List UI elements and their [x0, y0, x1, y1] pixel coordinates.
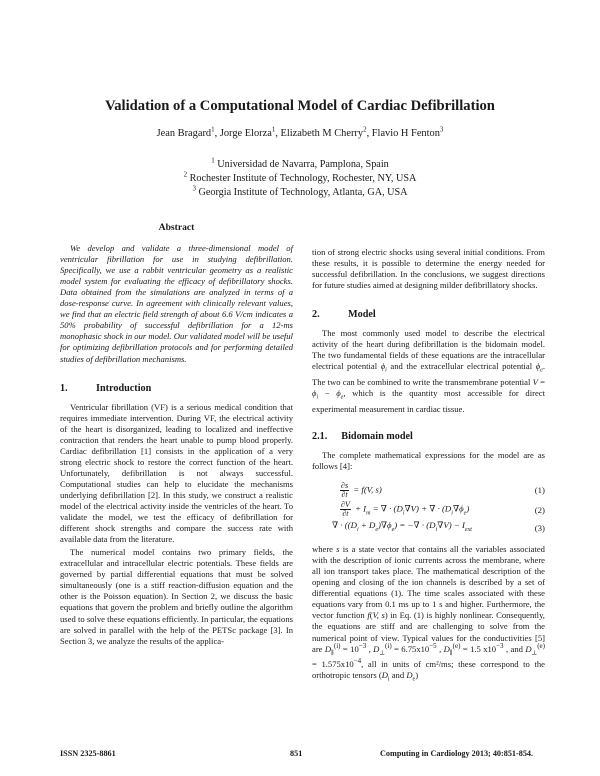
right-column — [312, 247, 545, 686]
section-heading-introduction: 1. Introduction — [60, 382, 152, 394]
footer-page-number: 851 — [290, 749, 303, 758]
affiliation: $^2$ Rochester Institute of Technology, Rochester, NY, USA — [183, 170, 417, 184]
footer-issn: ISSN 2325-8861 — [60, 749, 116, 758]
model-paragraph: The most commonly used model to describe the electrical activity of the heart during defibrillation is the bidomain model. The two fundamental fields of these equations are the intracellular electrical potential $\phi_i$ and the extracellular electrical potential $\phi_e$. The two can be combined to write the transmembrane potential $V = \phi_i - \phi_e$, which is the quantity most accessible for direct experimental measurement in cardiac tissue. — [312, 328, 545, 414]
author: Jorge Elorza$^1$, — [219, 125, 281, 139]
abstract-heading: Abstract — [158, 222, 195, 233]
author: Elizabeth M Cherry$^2$, — [280, 125, 372, 139]
equation-2: $\frac{\partial V}{\partial t}$ + $I_m$ = ∇ · $(D_i\nabla V)$ + ∇ · $(D_i\nabla\phi_e)$ (2) — [341, 499, 545, 518]
bidomain-paragraph-1: The complete mathematical expressions for the model are as follows [4]: — [312, 450, 545, 472]
intro-continuation: tion of strong electric shocks using several initial conditions. From these results, it is possible to determine the energy needed for successful defibrillation. In the conclusions, we suggest directions for future studies aimed at designing milder defibrillatory shocks. — [312, 247, 545, 291]
author: Flavio H Fenton$^3$ — [371, 125, 444, 139]
intro-paragraph-2: The numerical model contains two primary fields, the extracellular and intracellular electric potentials. These fields are governed by partial differential equations that must be solved simultaneously (one is a stiff reaction-diffusion equation and the other is the Poisson equation). In Section 2, we discuss the basic equations that govern the problem and briefly outline the algorithm used to solve these equations efficiently. In particular, the equations are solved in parallel with the help of the PETSc package [3]. In Section 3, we analyze the results of the applica- — [60, 547, 293, 646]
subsection-heading-bidomain: 2.1. Bidomain model — [312, 431, 413, 442]
intro-paragraph-1: Ventricular fibrillation (VF) is a serious medical condition that requires immediate intervention. During VF, the electrical activity of the heart is disorganized, leading to localized and ineffective contraction that renders the heart unable to pump blood properly. Cardiac defibrillation [1] consists in the application of a very strong electric shock to restore the correct function of the heart. Unfortunately, defibrillation is not always successful. Computational studies can help to elucidate the mechanisms underlying defibrillation [2]. In this study, we construct a realistic model of the electrical activity inside the ventricles of the heart. To validate the model, we test the efficacy of defibrillation for different shock strengths and compare the success rate with available data from the literature. — [60, 401, 293, 545]
footer-journal: Computing in Cardiology 2013; 40:851-854. — [380, 749, 534, 758]
bidomain-paragraph-2: where s is a state vector that contains all the variables associated with the description of ionic currents across the membrane, where all ion transport takes place. The mathematical description of the opening and closing of the ion channels is described by a set of differential equations (1). The time scales associated with these equations vary from 0.1 ms up to 1 s and higher. Furthermore, the vector function f(V, s) in Eq. (1) is highly nonlinear. Consequently, the equations are stiff and are challenging to solve from the numerical point of view. Typical values for the conductivities [5] are $D_\parallel^{(i)} = 10^{-3}$ , $D_\perp^{(i)} = 6.75x10^{-5}$ , $D_\parallel^{(e)} = 1.5$ $x10^{-3}$ , and $D_\perp^{(e)} = 1.575x10^{-4}$, all in units of cm²/ms; these correspond to the orthotropic tensors ($D_i$ and $D_e$) — [312, 544, 545, 684]
affiliation: $^3$ Georgia Institute of Technology, Atlanta, GA, USA — [192, 184, 408, 198]
paper-title: Validation of a Computational Model of Cardiac Defibrillation — [105, 98, 495, 114]
equation-1: $\frac{\partial s}{\partial t}$ = f(V, s) (1) — [341, 480, 545, 499]
author: Jean Bragard$^1$, — [156, 125, 220, 139]
abstract-text: We develop and validate a three-dimensional model of ventricular fibrillation for use in studying defibrillation. Specifically, we use a rabbit ventricular geometry as a realistic model system for evaluating the efficacy of defibrillatory shocks. Data obtained from the simulations are analyzed in terms of a dose-response curve. In agreement with clinically relevant values, we find that an electric field strength of about 6.6 V/cm indicates a 50% probability of successful defibrillation for a 12-ms monophasic shock in our model. Our validated model will be useful for optimizing defibrillation protocols and for performing detailed studies of defibrillation mechanisms. — [60, 243, 293, 364]
equation-3: ∇ · $((D_i + D_e)\nabla\phi_e)$ = −∇ · $(D_i\nabla V) - I_{ext}$ (3) — [332, 520, 545, 533]
affiliation: $^1$ Universidad de Navarra, Pamplona, Spain — [211, 156, 389, 170]
left-column — [60, 218, 293, 647]
section-heading-model: 2. Model — [312, 309, 376, 321]
equation-block — [312, 480, 545, 536]
author-list — [0, 125, 600, 139]
